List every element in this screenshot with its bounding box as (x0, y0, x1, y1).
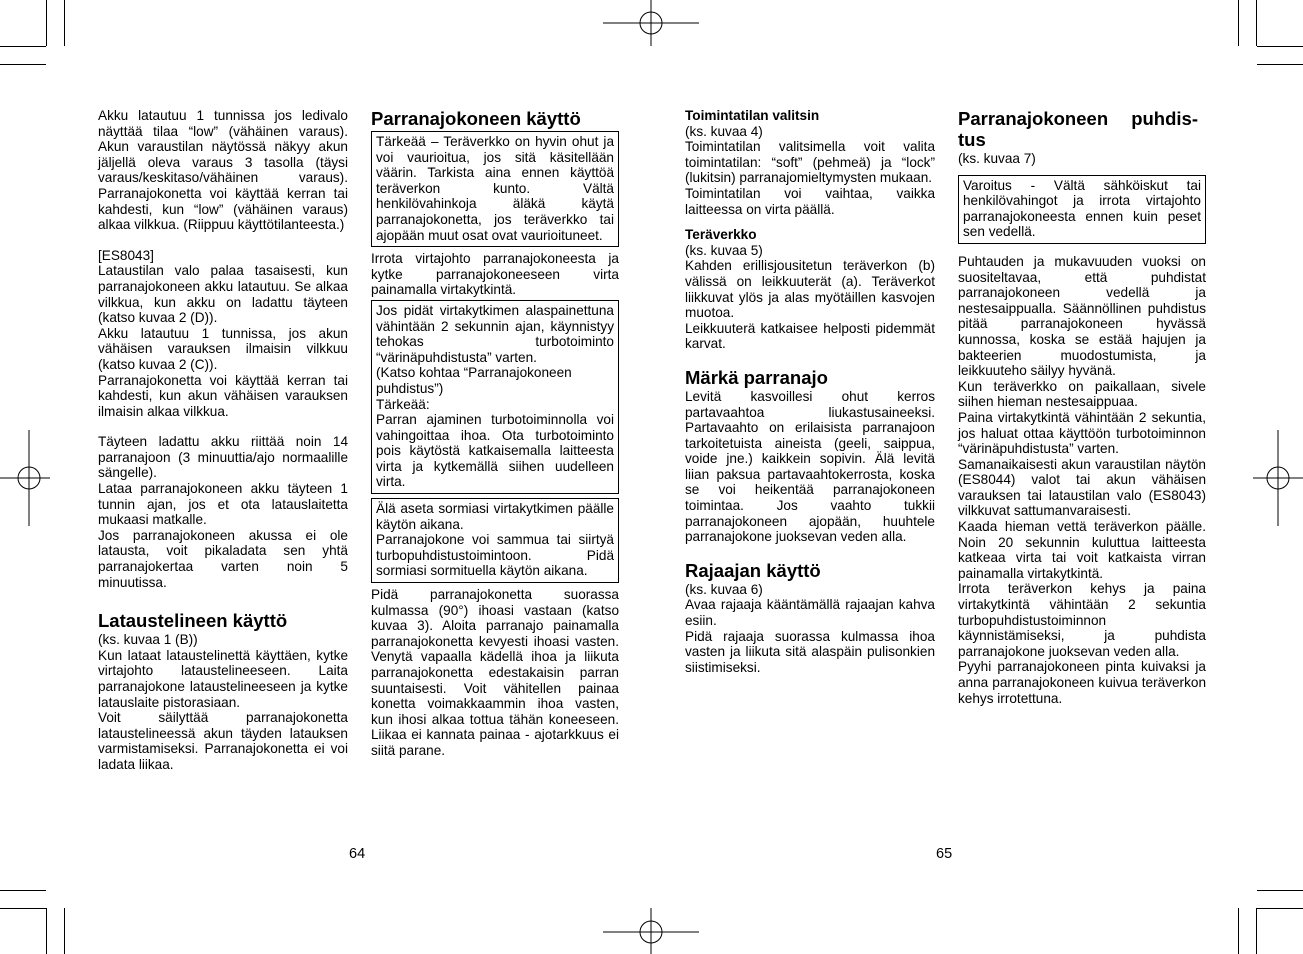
paragraph: Akku latautuu 1 tunnissa jos ledivalo näyttää tilaa “low” (vähäinen varaus). Akun varaustilan näytössä näkyy akun jäljellä oleva varaus 3 tasolla (täysi varaus/keskitaso/vähäinen varaus). Parranajokonetta voi käyttää kerran tai kahdesti, kun “low” (vähäinen varaus) alkaa vilkkua. (Riippuu käyttötilanteesta.) (98, 108, 348, 233)
figure-reference: (ks. kuvaa 7) (958, 151, 1036, 166)
column-1 (98, 108, 348, 773)
figure-reference: (ks. kuvaa 5) (685, 242, 763, 258)
figure-reference: (ks. kuvaa 1 (B)) (98, 632, 198, 648)
crop-mark (0, 908, 46, 909)
paragraph: Samanaikaisesti akun varaustilan näytön (ES8044) valot tai akun vähäisen varauksen tai lataustilan valo (ES8043) vilkkuvat sattumanvaraisesti. (958, 456, 1206, 519)
paragraph: Toimintatilan valitsimella voit valita toimintatilan: “soft” (pehmeä) ja “lock” (lukitsin) parranajomieltymysten mukaan. (685, 139, 935, 186)
crop-mark (64, 0, 65, 46)
warning-box (371, 131, 619, 247)
subsection-heading: Teräverkko (685, 227, 757, 243)
crop-mark (0, 64, 46, 65)
paragraph: Lataa parranajokoneen akku täyteen 1 tunnin ajan, jos et ota latauslaitetta mukaasi matkalle. (98, 481, 348, 528)
registration-mark-top (603, 0, 699, 46)
paragraph: Kun lataat lataustelinettä käyttäen, kytke virtajohto lataustelineeseen. Laita parranajokone lataustelineeseen ja kytke latauslaite pistorasiaan. (98, 647, 348, 710)
column-3 (685, 108, 935, 675)
subsection-heading: Toimintatilan valitsin (685, 108, 820, 123)
paragraph: Leikkuuterä katkaisee helposti pidemmät karvat. (685, 320, 935, 352)
figure-reference: (ks. kuvaa 6) (685, 581, 763, 597)
note-box (371, 300, 619, 494)
column-4 (958, 108, 1206, 706)
paragraph: Irrota virtajohto parranajokoneesta ja kytke parranajokoneeseen virta painamalla virtakytkintä. (371, 251, 619, 298)
crop-mark (1238, 0, 1239, 46)
crop-mark (1257, 890, 1303, 891)
box-text: Varoitus - Vältä sähköiskut tai henkilövahingot ja irrota virtajohto parranajokoneesta ennen kuin peset sen vedellä. (963, 177, 1201, 240)
paragraph: Lataustilan valo palaa tasaisesti, kun parranajokoneen akku latautuu. Se alkaa vilkkua, kun akku on ladattu täyteen (katso kuvaa 2 (D)). (98, 263, 348, 326)
box-text: Jos pidät virtakytkimen alaspainettuna vähintään 2 sekunnin ajan, käynnistyy tehokas turbotoiminto “värinäpuhdistusta” varten. (376, 302, 614, 365)
crop-mark (1256, 908, 1257, 954)
paragraph: Kun teräverkko on paikallaan, sivele siihen hieman nestesaippuaa. (958, 378, 1206, 410)
crop-mark (1257, 64, 1303, 65)
crop-mark (1256, 0, 1257, 46)
registration-mark-right (1253, 430, 1303, 526)
crop-mark (0, 890, 46, 891)
paragraph: Paina virtakytkintä vähintään 2 sekuntia, jos haluat ottaa käyttöön turbotoiminnon “värinäpuhdistusta” varten. (958, 409, 1206, 457)
paragraph: Kaada hieman vettä teräverkon päälle. Noin 20 sekunnin kuluttua laitteesta katkeaa virta tai voit katkaista virran painamalla virtakytkintä. (958, 519, 1206, 581)
paragraph: Täyteen ladattu akku riittää noin 14 parranajoon (3 minuuttia/ajo normaalille sängelle). (98, 434, 348, 481)
box-text: Tärkeää – Teräverkko on hyvin ohut ja voi vaurioitua, jos sitä käsitellään väärin. Tarkista aina ennen käyttöä teräverkon kunto. Vältä henkilövahinkoja äläkä käytä parranajokonetta, jos teräverkko tai ajopään muut osat ovat vaurioituneet. (376, 134, 614, 243)
box-text: (Katso kohtaa “Parranajokoneen puhdistus”) (376, 365, 572, 396)
crop-mark (46, 908, 47, 954)
paragraph: Pidä rajaaja suorassa kulmassa ihoa vasten ja liikuta sitä alaspäin pulisonkien siistimiseksi. (685, 628, 935, 675)
section-heading: Parranajokoneen puhdis- tus (958, 108, 1198, 150)
model-label: [ES8043] (98, 247, 154, 263)
registration-mark-left (0, 430, 50, 526)
paragraph: Parranajokonetta voi käyttää kerran tai kahdesti, kun akun vähäisen varauksen ilmaisin alkaa vilkkua. (98, 372, 348, 419)
paragraph: Levitä kasvoillesi ohut kerros partavaahtoa liukastusaineeksi. Partavaahto on erilaisista parranajoon tarkoitetuista aineista (geeli, saippua, voide jne.) kaikkein sopivin. Älä levitä liian paksua partavaahtokerrosta, koska se voi heikentää parranajokoneen toimintaa. Jos vaahto tukkii parranajokoneen ajopään, huuhtele parranajokone juoksevan veden alla. (685, 388, 935, 545)
paragraph: Toimintatilan voi vaihtaa, vaikka laitteessa on virta päällä. (685, 185, 935, 217)
crop-mark (1257, 908, 1303, 909)
crop-mark (1238, 908, 1239, 954)
paragraph: Akku latautuu 1 tunnissa, jos akun vähäisen varauksen ilmaisin vilkkuu (katso kuvaa 2 (C)). (98, 325, 348, 372)
paragraph: Jos parranajokoneen akussa ei ole latausta, voit pikaladata sen yhtä parranajokertaa varten noin 5 minuutissa. (98, 527, 348, 590)
paragraph: Voit säilyttää parranajokonetta lataustelineessä akun täyden latauksen varmistamiseksi. Parranajokonetta ei voi ladata liikaa. (98, 710, 348, 772)
paragraph: Irrota teräverkon kehys ja paina virtakytkintä vähintään 2 sekuntia turbopuhdistustoiminnon käynnistämiseksi, ja puhdista parranajokone juoksevan veden alla. (958, 581, 1206, 659)
crop-mark (64, 908, 65, 954)
box-text: Älä aseta sormiasi virtakytkimen päälle käytön aikana. (376, 501, 614, 532)
paragraph: Puhtauden ja mukavuuden vuoksi on suositeltavaa, että puhdistat parranajokoneen vedellä ja nestesaippualla. Säännöllinen puhdistus pitää parranajokoneen hyvässä kunnossa, koska se estää hajujen ja bakteerien muodostumista, ja leikkuuteho säilyy hyvänä. (958, 253, 1206, 379)
paragraph: Avaa rajaaja kääntämällä rajaajan kahva esiin. (685, 597, 935, 629)
paragraph: Pyyhi parranajokoneen pinta kuivaksi ja anna parranajokoneen kuivua teräverkon kehys irrotettuna. (958, 659, 1206, 706)
crop-mark (46, 0, 47, 46)
paragraph: Pidä parranajokonetta suorassa kulmassa (90°) ihoasi vastaan (katso kuvaa 3). Aloita parranajo painamalla parranajokonetta kevyesti ihoasi vasten. Venytä vapaalla kädellä ihoa ja liikuta parranajokonetta edestakaisin parran suuntaisesti. Voit vähitellen painaa konetta voimakkaammin ihoa vasten, kun ihosi alkaa tottua tähän koneeseen. Liikaa ei kannata painaa - ajotarkkuus ei siitä parane. (371, 587, 619, 758)
section-heading: Lataustelineen käyttö (98, 610, 288, 632)
box-text: Parran ajaminen turbotoiminnolla voi vahingoittaa ihoa. Ota turbotoiminto pois käytöstä katkaisemalla laitteesta virta ja kytkemällä siihen uudelleen virta. (376, 412, 614, 490)
paragraph: Kahden erillisjousitetun teräverkon (b) välissä on leikkuuterät (a). Teräverkot liikkuvat ylös ja alas myötäillen kasvojen muotoa. (685, 258, 935, 321)
crop-mark (0, 46, 46, 47)
column-2 (371, 108, 619, 759)
box-text: Tärkeää: (376, 396, 430, 412)
warning-box (958, 175, 1206, 244)
caution-box (371, 498, 619, 583)
figure-reference: (ks. kuvaa 4) (685, 123, 763, 139)
box-text: Parranajokone voi sammua tai siirtyä turbopuhdistustoimintoon. Pidä sormiasi sormituella käytön aikana. (376, 532, 614, 579)
page-number-left: 64 (349, 846, 366, 862)
crop-mark (1257, 46, 1303, 47)
section-heading: Märkä parranajo (685, 366, 828, 388)
page-number-right: 65 (936, 846, 953, 862)
section-heading: Rajaajan käyttö (685, 559, 821, 581)
section-heading: Parranajokoneen käyttö (371, 108, 581, 129)
registration-mark-bottom (603, 908, 699, 954)
